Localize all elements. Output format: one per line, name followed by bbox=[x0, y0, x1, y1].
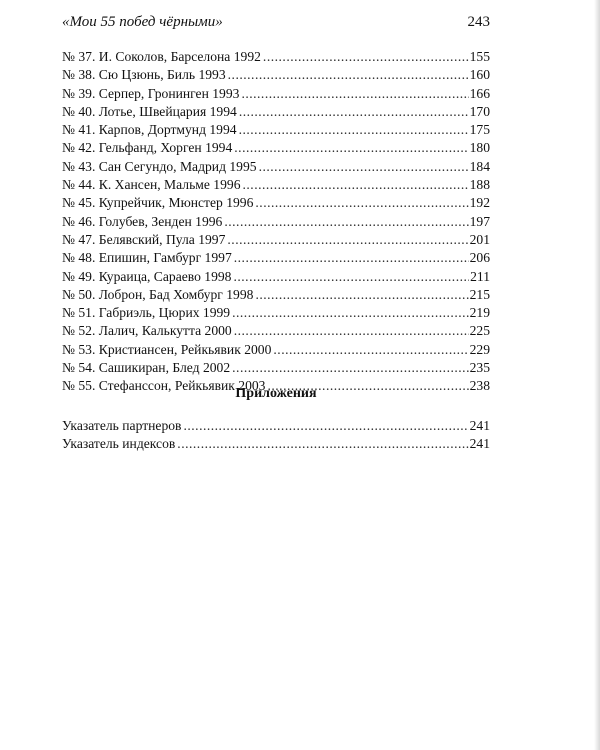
toc-entry[interactable] bbox=[62, 249, 490, 267]
dot-leader bbox=[234, 249, 469, 267]
entry-page-number: 241 bbox=[469, 436, 490, 452]
toc-entry[interactable] bbox=[62, 139, 490, 157]
dot-leader bbox=[233, 268, 469, 286]
dot-leader bbox=[239, 103, 469, 121]
entry-page-number: 238 bbox=[469, 378, 490, 394]
toc-entry[interactable] bbox=[62, 304, 490, 322]
entry-title: № 37. И. Соколов, Барселона 1992 bbox=[62, 49, 261, 64]
dot-leader bbox=[177, 435, 468, 453]
entry-title: № 47. Белявский, Пула 1997 bbox=[62, 231, 226, 247]
entry-page-number: 206 bbox=[469, 250, 490, 266]
entry-page-number: 215 bbox=[469, 286, 490, 302]
entry-page-number: 170 bbox=[469, 103, 490, 119]
dot-leader bbox=[228, 66, 469, 84]
entry-title: № 39. Серпер, Гронинген 1993 bbox=[62, 85, 240, 101]
entry-page-number: 241 bbox=[469, 418, 490, 433]
entry-title: № 46. Голубев, Зенден 1996 bbox=[62, 213, 223, 229]
toc-entry[interactable] bbox=[62, 158, 490, 176]
dot-leader bbox=[243, 176, 469, 194]
entry-page-number: 155 bbox=[469, 49, 490, 64]
appendix-entry[interactable] bbox=[62, 417, 490, 435]
toc-entry[interactable] bbox=[62, 322, 490, 340]
dot-leader bbox=[232, 359, 468, 377]
entry-title: № 55. Стефанссон, Рейкьявик 2003 bbox=[62, 378, 266, 394]
entry-title: Указатель партнеров bbox=[62, 418, 182, 433]
entry-title: № 51. Габриэль, Цюрих 1999 bbox=[62, 305, 231, 321]
toc-entry[interactable] bbox=[62, 286, 490, 304]
entry-title: № 43. Сан Сегундо, Мадрид 1995 bbox=[62, 158, 257, 174]
entry-page-number: 166 bbox=[469, 85, 490, 101]
entry-page-number: 211 bbox=[470, 268, 490, 284]
toc-entry[interactable] bbox=[62, 85, 490, 103]
entry-page-number: 188 bbox=[469, 177, 490, 193]
dot-leader bbox=[241, 85, 468, 103]
entry-title: № 53. Кристиансен, Рейкьявик 2000 bbox=[62, 341, 272, 357]
running-header bbox=[62, 14, 490, 38]
contents-list bbox=[62, 48, 490, 396]
dot-leader bbox=[224, 213, 468, 231]
appendix-list bbox=[62, 417, 490, 454]
toc-entry[interactable] bbox=[62, 176, 490, 194]
entry-title: № 44. К. Хансен, Мальме 1996 bbox=[62, 177, 241, 193]
page-edge-shadow bbox=[594, 0, 600, 750]
entry-page-number: 175 bbox=[469, 122, 490, 138]
entry-title: № 38. Сю Цзюнь, Биль 1993 bbox=[62, 67, 226, 83]
dot-leader bbox=[273, 341, 468, 359]
dot-leader bbox=[255, 286, 468, 304]
toc-entry[interactable] bbox=[62, 341, 490, 359]
toc-entry[interactable] bbox=[62, 213, 490, 231]
appendix-entry[interactable] bbox=[62, 435, 490, 453]
toc-entry[interactable] bbox=[62, 103, 490, 121]
page-number: 243 bbox=[467, 14, 490, 30]
dot-leader bbox=[232, 304, 469, 322]
entry-page-number: 225 bbox=[469, 323, 490, 339]
toc-entry[interactable] bbox=[62, 359, 490, 377]
entry-page-number: 229 bbox=[469, 341, 490, 357]
dot-leader bbox=[183, 417, 468, 435]
dot-leader bbox=[227, 231, 468, 249]
entry-page-number: 201 bbox=[469, 231, 490, 247]
dot-leader bbox=[255, 194, 468, 212]
entry-title: № 48. Епишин, Гамбург 1997 bbox=[62, 250, 232, 266]
toc-entry[interactable] bbox=[62, 121, 490, 139]
entry-title: № 52. Лалич, Калькутта 2000 bbox=[62, 323, 232, 339]
entry-title: № 42. Гельфанд, Хорген 1994 bbox=[62, 140, 233, 156]
toc-entry[interactable] bbox=[62, 194, 490, 212]
entry-page-number: 219 bbox=[469, 305, 490, 321]
dot-leader bbox=[263, 48, 469, 66]
entry-title: Указатель индексов bbox=[62, 436, 176, 452]
entry-page-number: 197 bbox=[469, 213, 490, 229]
dot-leader bbox=[239, 121, 469, 139]
entry-page-number: 235 bbox=[469, 360, 490, 376]
appendix-heading: Приложения bbox=[235, 386, 317, 401]
dot-leader bbox=[234, 322, 469, 340]
entry-page-number: 184 bbox=[469, 158, 490, 174]
toc-entry[interactable] bbox=[62, 231, 490, 249]
entry-title: № 40. Лотье, Швейцария 1994 bbox=[62, 103, 237, 119]
entry-title: № 50. Лоброн, Бад Хомбург 1998 bbox=[62, 286, 254, 302]
entry-title: № 41. Карпов, Дортмунд 1994 bbox=[62, 122, 237, 138]
toc-entry[interactable] bbox=[62, 268, 490, 286]
entry-title: № 54. Сашикиран, Блед 2002 bbox=[62, 360, 231, 376]
toc-entry[interactable] bbox=[62, 48, 490, 66]
entry-title: № 45. Купрейчик, Мюнстер 1996 bbox=[62, 195, 254, 211]
entry-title: № 49. Кураица, Сараево 1998 bbox=[62, 268, 232, 284]
dot-leader bbox=[234, 139, 468, 157]
toc-entry[interactable] bbox=[62, 66, 490, 84]
dot-leader bbox=[259, 158, 469, 176]
running-title: «Мои 55 побед чёрными» bbox=[62, 14, 223, 30]
entry-page-number: 192 bbox=[469, 195, 490, 211]
entry-page-number: 180 bbox=[469, 140, 490, 156]
entry-page-number: 160 bbox=[469, 67, 490, 83]
